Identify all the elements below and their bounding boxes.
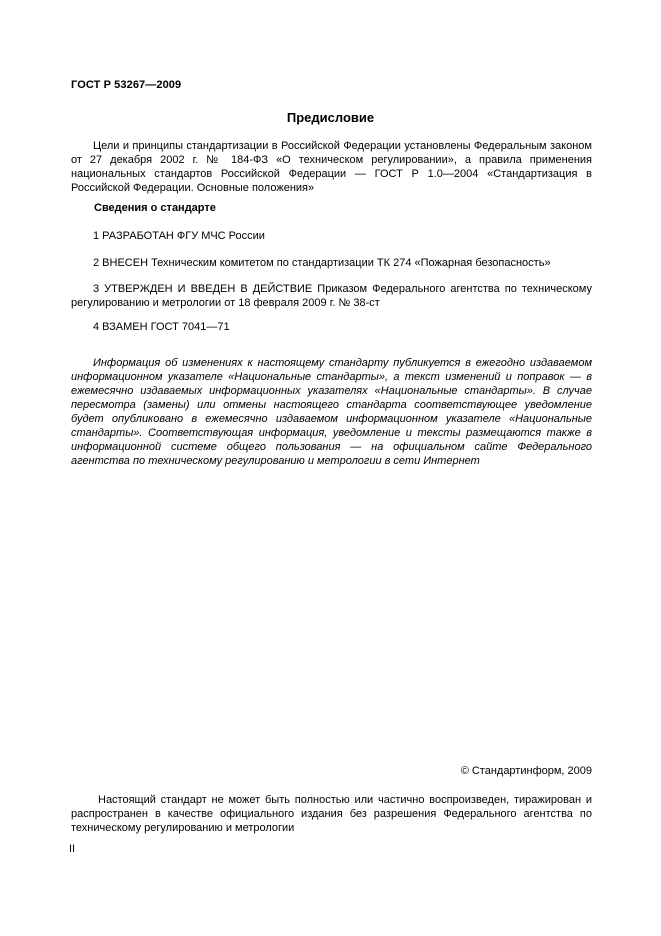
info-item-approved: 3 УТВЕРЖДЕН И ВВЕДЕН В ДЕЙСТВИЕ Приказом Федерального агентства по техническому регулированию и метрологии от 18 февраля 2009 г. № 38-ст [71,283,592,309]
standard-code: ГОСТ Р 53267—2009 [71,79,182,91]
page-title: Предисловие [286,110,375,125]
copyright-line: © Стандартинформ, 2009 [460,765,592,777]
intro-paragraph: Цели и принципы стандартизации в Российской Федерации установлены Федеральным законом от 27 декабря 2002 г. № 184-ФЗ «О техническом регулировании», а правила применения национальных стандартов Российской Федерации — ГОСТ Р 1.0—2004 «Стандартизация в Российской Федерации. Основные положения» [71,140,592,194]
rights-notice: Настоящий стандарт не может быть полностью или частично воспроизведен, тиражирован и распространен в качестве официального издания без разрешения Федерального агентства по техническому регулированию и метрологии [71,794,592,834]
info-item-introduced: 2 ВНЕСЕН Техническим комитетом по стандартизации ТК 274 «Пожарная безопасность» [93,257,551,269]
section-heading: Сведения о стандарте [94,202,216,214]
info-item-developed: 1 РАЗРАБОТАН ФГУ МЧС России [93,230,265,242]
changes-notice: Информация об изменениях к настоящему стандарту публикуется в ежегодно издаваемом информационном указателе «Национальные стандарты», а текст изменений и поправок — в ежемесячно издаваемых информационных указателях «Национальные стандарты». В случае пересмотра (замены) или отмены настоящего стандарта соответствующее уведомление будет опубликовано в ежемесячно издаваемом информационном указателе «Национальные стандарты». Соответствующая информация, уведомление и тексты размещаются также в информационной системе общего пользования — на официальном сайте Федерального агентства по техническому регулированию и метрологии в сети Интернет [71,357,592,467]
info-item-replaces: 4 ВЗАМЕН ГОСТ 7041—71 [93,321,230,333]
page-number: II [69,843,76,855]
